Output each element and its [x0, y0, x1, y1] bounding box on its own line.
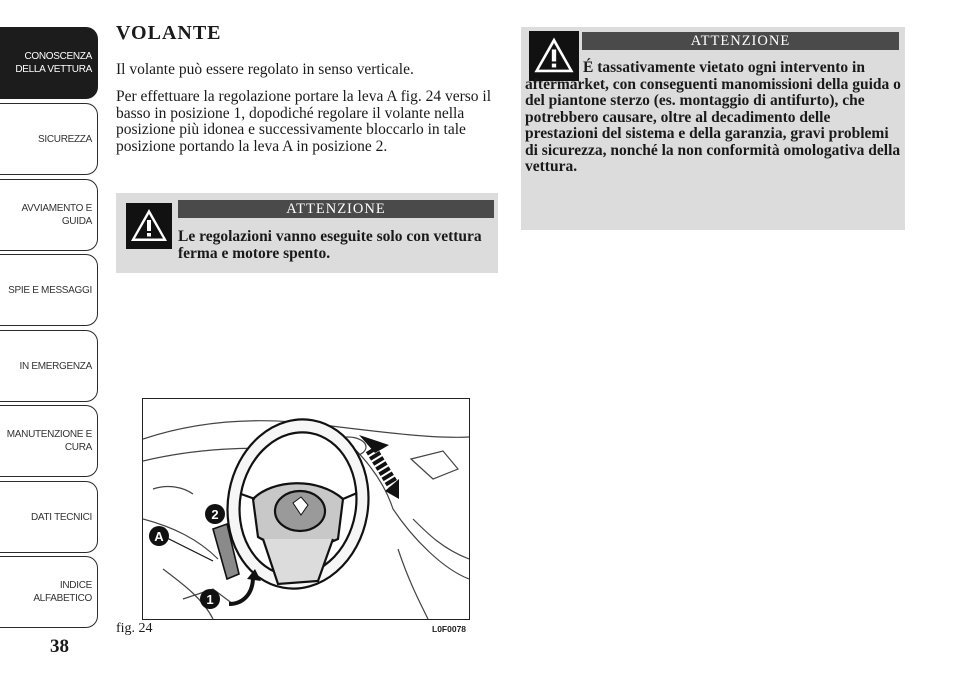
- figure-steering-adjustment: [142, 398, 470, 620]
- warning-triangle-icon: [126, 203, 172, 249]
- warning-title: ATTENZIONE: [178, 200, 494, 218]
- warning-box-adjustment: [116, 193, 498, 273]
- figure-caption: fig. 24: [116, 621, 153, 636]
- tab-indice-alfabetico[interactable]: INDICE ALFABETICO: [0, 556, 98, 628]
- warning-box-aftermarket: [521, 27, 905, 230]
- warning-title: ATTENZIONE: [582, 32, 899, 50]
- tab-sicurezza[interactable]: SICUREZZA: [0, 103, 98, 175]
- section-title: VOLANTE: [116, 22, 222, 44]
- figure-code: L0F0078: [432, 624, 467, 634]
- page-number: 38: [50, 636, 69, 657]
- tab-manutenzione-e-cura[interactable]: MANUTENZIONE E CURA: [0, 405, 98, 477]
- warning-text: Le regolazioni vanno eseguite solo con vettura ferma e motore spento.: [178, 228, 482, 262]
- tab-conoscenza-della-vettura[interactable]: CONOSCENZA DELLA VETTURA: [0, 27, 98, 99]
- label-position-1: 1: [206, 592, 214, 607]
- tab-dati-tecnici[interactable]: DATI TECNICI: [0, 481, 98, 553]
- paragraph-instructions: Per effettuare la regolazione portare la leva A fig. 24 verso il basso in posizione 1, dopodiché regolare il volante nella posizione più idonea e successivamente bloccarlo in tale posizione portando la leva A in posizione 2.: [116, 88, 492, 155]
- steering-wheel-illustration: [143, 399, 469, 619]
- label-lever-a: A: [154, 529, 164, 544]
- tab-avviamento-e-guida[interactable]: AVVIAMENTO E GUIDA: [0, 179, 98, 251]
- tab-in-emergenza[interactable]: IN EMERGENZA: [0, 330, 98, 402]
- main-text-column: [116, 22, 496, 155]
- label-position-2: 2: [211, 507, 219, 522]
- warning-text: É tassativamente vietato ogni intervento in aftermarket, con conseguenti manomissioni della guida o del piantone sterzo (es. montaggio di antifurto), che potrebbero causare, oltre al decadimento delle prestazioni del sistema e della garanzia, gravi problemi di sicurezza, nonché la non conformità omologativa della vettura.: [525, 59, 901, 175]
- tab-spie-e-messaggi[interactable]: SPIE E MESSAGGI: [0, 254, 98, 326]
- paragraph-intro: Il volante può essere regolato in senso verticale.: [116, 61, 414, 78]
